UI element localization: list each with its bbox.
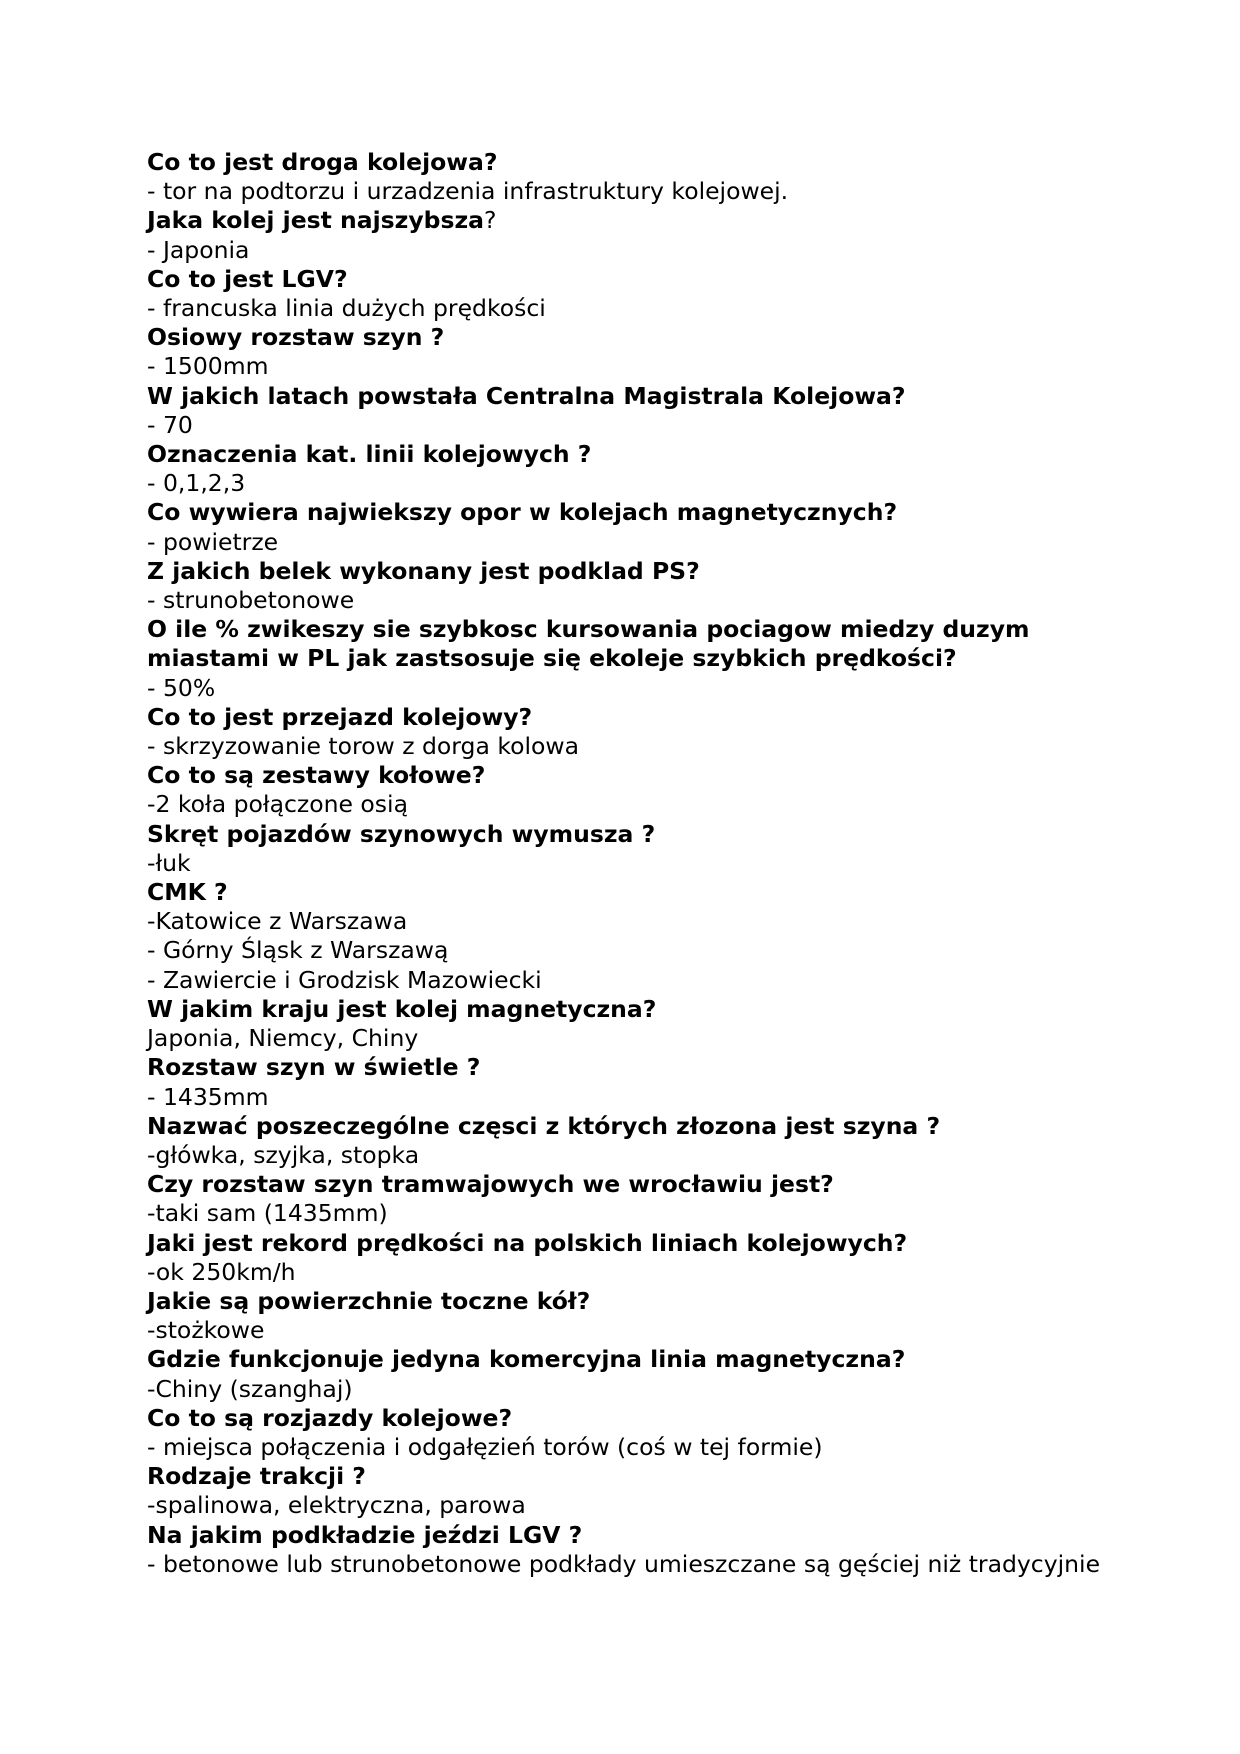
answer-6-line-1: - 0,1,2,3 <box>147 469 246 498</box>
answer-5-line-1: - 70 <box>147 410 193 439</box>
answer-3-line-1: - francuska linia dużych prędkości <box>147 294 546 323</box>
question-text: Z jakich belek wykonany jest podklad PS? <box>147 556 700 585</box>
answer-13-line-3: - Zawiercie i Grodzisk Mazowiecki <box>147 965 542 994</box>
answer-15-line-1: - 1435mm <box>147 1082 269 1111</box>
question-text: Jakie są powierzchnie toczne kół? <box>147 1286 591 1315</box>
question-text: Co to są zestawy kołowe? <box>147 761 486 790</box>
question-7 <box>147 498 1107 527</box>
question-1 <box>147 148 1107 177</box>
question-text: Gdzie funkcjonuje jedyna komercyjna linia magnetyczna? <box>147 1345 906 1374</box>
question-text: Jaki jest rekord prędkości na polskich liniach kolejowych? <box>147 1228 908 1257</box>
answer-18-line-1: -ok 250km/h <box>147 1257 296 1286</box>
question-text: Na jakim podkładzie jeździ LGV ? <box>147 1520 583 1549</box>
answer-9-line-1: - 50% <box>147 673 216 702</box>
answer-2-line-1: - Japonia <box>147 235 250 264</box>
answer-16-line-1: -główka, szyjka, stopka <box>147 1140 420 1169</box>
question-15 <box>147 1053 1107 1082</box>
question-text: Nazwać poszeczególne częsci z których złozona jest szyna ? <box>147 1111 941 1140</box>
question-21 <box>147 1404 1107 1433</box>
question-4 <box>147 323 1107 352</box>
question-13 <box>147 878 1107 907</box>
question-3 <box>147 265 1107 294</box>
answer-11-line-1: -2 koła połączone osią <box>147 790 408 819</box>
question-14 <box>147 995 1107 1024</box>
question-17 <box>147 1170 1107 1199</box>
question-16 <box>147 1112 1107 1141</box>
answer-8-line-1: - strunobetonowe <box>147 586 355 615</box>
question-5 <box>147 382 1107 411</box>
question-23 <box>147 1521 1107 1550</box>
question-text: Rodzaje trakcji ? <box>147 1462 366 1491</box>
answer-12-line-1: -łuk <box>147 848 191 877</box>
answer-21-line-1: - miejsca połączenia i odgałęzień torów (coś w tej formie) <box>147 1432 823 1461</box>
question-2 <box>147 206 1107 235</box>
question-text: CMK ? <box>147 878 228 907</box>
answer-7-line-1: - powietrze <box>147 527 279 556</box>
question-text: Osiowy rozstaw szyn ? <box>147 323 445 352</box>
question-text: Skręt pojazdów szynowych wymusza ? <box>147 819 656 848</box>
question-text: O ile % zwikeszy sie szybkosc kursowania pociagow miedzy duzym miastami w PL jak zastsosuje się ekoleje szybkich prędkości? <box>147 615 1038 673</box>
answer-20-line-1: -Chiny (szanghaj) <box>147 1374 353 1403</box>
question-19 <box>147 1287 1107 1316</box>
answer-14-line-1: Japonia, Niemcy, Chiny <box>147 1024 419 1053</box>
answer-13-line-2: - Górny Śląsk z Warszawą <box>147 936 449 965</box>
question-text: Co to jest przejazd kolejowy? <box>147 702 533 731</box>
answer-17-line-1: -taki sam (1435mm) <box>147 1199 388 1228</box>
document-content <box>147 148 1107 1579</box>
answer-19-line-1: -stożkowe <box>147 1316 265 1345</box>
question-mark: ? <box>484 206 497 235</box>
question-18 <box>147 1229 1107 1258</box>
answer-13-line-1: -Katowice z Warszawa <box>147 907 408 936</box>
question-8 <box>147 557 1107 586</box>
answer-22-line-1: -spalinowa, elektryczna, parowa <box>147 1491 526 1520</box>
answer-10-line-1: - skrzyzowanie torow z dorga kolowa <box>147 732 580 761</box>
question-text: Co to jest LGV? <box>147 264 348 293</box>
question-text: W jakich latach powstała Centralna Magistrala Kolejowa? <box>147 381 906 410</box>
answer-1-line-1: - tor na podtorzu i urzadzenia infrastruktury kolejowej. <box>147 177 789 206</box>
question-9 <box>147 615 1107 673</box>
question-10 <box>147 703 1107 732</box>
question-20 <box>147 1345 1107 1374</box>
question-11 <box>147 761 1107 790</box>
question-text: Czy rozstaw szyn tramwajowych we wrocławiu jest? <box>147 1170 834 1199</box>
question-6 <box>147 440 1107 469</box>
question-text: W jakim kraju jest kolej magnetyczna? <box>147 994 657 1023</box>
question-text: Co wywiera najwiekszy opor w kolejach magnetycznych? <box>147 498 898 527</box>
question-text: Co to są rozjazdy kolejowe? <box>147 1403 513 1432</box>
answer-23-line-1: - betonowe lub strunobetonowe podkłady umieszczane są gęściej niż tradycyjnie <box>147 1549 1101 1578</box>
question-text: Rozstaw szyn w świetle ? <box>147 1053 481 1082</box>
question-12 <box>147 820 1107 849</box>
question-text: Oznaczenia kat. linii kolejowych ? <box>147 440 592 469</box>
question-text: Jaka kolej jest najszybsza <box>147 206 485 235</box>
question-text: Co to jest droga kolejowa? <box>147 148 498 176</box>
answer-4-line-1: - 1500mm <box>147 352 269 381</box>
question-22 <box>147 1462 1107 1491</box>
